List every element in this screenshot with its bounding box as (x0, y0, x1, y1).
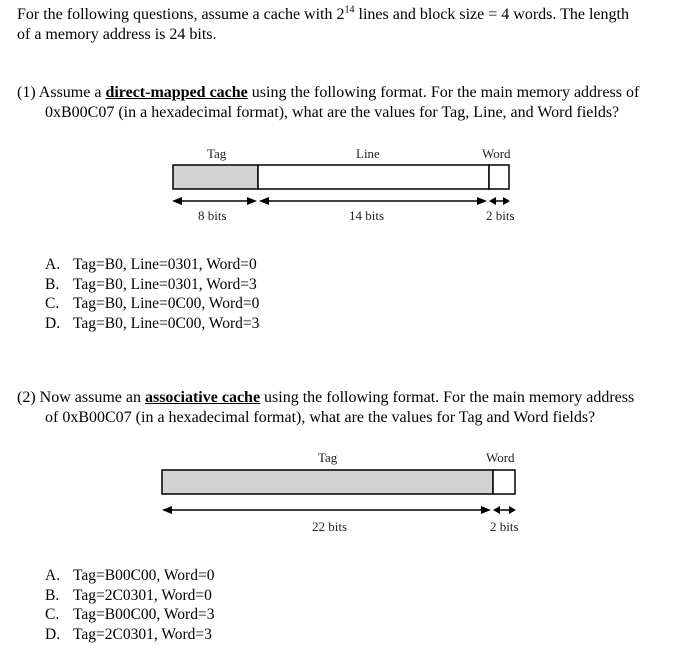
q1-tag-label: Tag (207, 146, 227, 161)
q1-tag-field (173, 165, 258, 189)
q2-option-letter: A. (45, 567, 61, 584)
intro-text-b: lines and block size = 4 words. The length (354, 6, 629, 23)
q2-option-text: Tag=B00C00, Word=0 (73, 567, 215, 584)
q1-arrowhead-tag-right (247, 197, 257, 205)
q1-option-d (45, 314, 259, 334)
q2-text-pre: Now assume an (39, 389, 145, 406)
q1-line-label: Line (356, 146, 380, 161)
q1-arrowhead-line-left (259, 197, 269, 205)
q2-option-c (45, 605, 214, 625)
q2-option-b (45, 586, 214, 606)
q2-option-letter: D. (45, 625, 61, 643)
q2-line-1 (17, 388, 634, 408)
q2-option-text: Tag=2C0301, Word=0 (73, 586, 212, 604)
q1-option-a (45, 255, 259, 275)
q2-word-field (493, 470, 515, 494)
q1-option-text: Tag=B0, Line=0301, Word=3 (73, 275, 257, 293)
q1-options (45, 255, 259, 333)
q1-word-field (489, 165, 509, 189)
q1-option-letter: D. (45, 314, 61, 332)
q1-line-1 (17, 83, 639, 103)
q1-option-letter: A. (45, 256, 61, 273)
q1-option-b (45, 275, 259, 295)
q1-option-letter: B. (45, 275, 60, 293)
q2-line-2: of 0xB00C07 (in a hexadecimal format), what are the values for Tag and Word fields? (45, 409, 596, 426)
q2-word-label: Word (486, 450, 515, 465)
q2-tag-label: Tag (318, 450, 338, 465)
q1-option-text: Tag=B0, Line=0C00, Word=0 (73, 295, 260, 312)
q1-text-post: using the following format. For the main memory address of (247, 84, 640, 101)
q1-line-field (258, 165, 489, 189)
intro-exponent: 14 (344, 4, 355, 16)
q2-option-d (45, 625, 214, 645)
q1-arrowhead-line-right (477, 197, 487, 205)
q1-line-bits: 14 bits (349, 208, 385, 223)
q2-word-bits: 2 bits (490, 519, 519, 534)
q1-arrowhead-word-right (503, 197, 510, 205)
q1-emphasis: direct-mapped cache (105, 84, 248, 101)
intro-text-a: For the following questions, assume a cache with 2 (17, 6, 345, 23)
q2-tag-field (162, 470, 493, 494)
q1-option-text: Tag=B0, Line=0301, Word=0 (73, 256, 257, 273)
q1-option-text: Tag=B0, Line=0C00, Word=3 (73, 314, 260, 332)
q2-option-a (45, 566, 214, 586)
q2-option-letter: C. (45, 606, 60, 623)
q2-arrowhead-left (162, 506, 172, 514)
q2-option-text: Tag=B00C00, Word=3 (73, 606, 215, 623)
q2-option-text: Tag=2C0301, Word=3 (73, 625, 212, 643)
q2-option-letter: B. (45, 586, 60, 604)
q2-arrowhead-word-left (493, 506, 500, 514)
q1-number: (1) (17, 84, 36, 101)
q2-emphasis: associative cache (144, 389, 261, 406)
q2-arrowhead-word-right (509, 506, 516, 514)
q2-arrowhead-tag-right (481, 506, 491, 514)
q1-word-bits: 2 bits (486, 208, 515, 223)
q2-number: (2) (17, 389, 36, 406)
q2-text-post: using the following format. For the main memory address (260, 389, 635, 406)
q1-text-pre: Assume a (38, 84, 106, 101)
q2-options (45, 566, 214, 644)
intro-line-1 (17, 5, 629, 25)
q1-option-letter: C. (45, 295, 60, 312)
q1-line-2: 0xB00C07 (in a hexadecimal format), what are the values for Tag, Line, and Word fields? (45, 104, 620, 121)
q1-arrowhead-left (172, 197, 182, 205)
q1-word-label: Word (482, 146, 511, 161)
intro-line-2: of a memory address is 24 bits. (17, 26, 217, 43)
q1-arrowhead-word-left (489, 197, 496, 205)
q2-tag-bits: 22 bits (312, 519, 348, 534)
q1-option-c (45, 294, 259, 314)
q1-tag-bits: 8 bits (198, 208, 227, 223)
